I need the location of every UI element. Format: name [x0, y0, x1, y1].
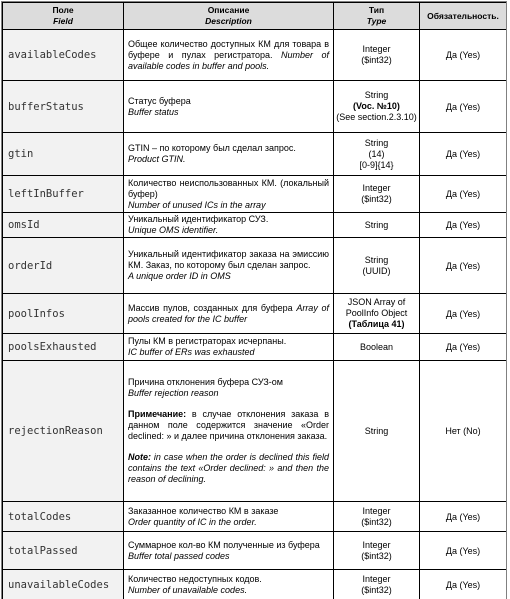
note-en: [128, 452, 329, 485]
description-en: Number of unavailable codes.: [128, 584, 248, 595]
document-page: [1, 1, 507, 599]
field-required: Да (Yes): [420, 294, 507, 334]
description-en: A unique order ID in OMS: [128, 271, 231, 281]
description-ru: Заказанное количество КМ в заказе: [128, 505, 279, 516]
table-header-row: [3, 3, 507, 30]
table-row: [3, 213, 507, 238]
field-required: Да (Yes): [420, 81, 507, 133]
description-en: Buffer rejection reason: [128, 388, 219, 398]
table-row: [3, 361, 507, 502]
description-en: Buffer total passed codes: [128, 550, 230, 561]
field-required: Да (Yes): [420, 176, 507, 213]
field-name: totalCodes: [3, 502, 124, 532]
table-row: [3, 334, 507, 361]
table-row: [3, 502, 507, 532]
field-type: String: [334, 213, 420, 238]
description-en: Product GTIN.: [128, 154, 186, 164]
type-vocabulary: (Voc. №10): [353, 101, 400, 111]
header-desc-ru: Описание: [207, 5, 250, 15]
table-row: [3, 81, 507, 133]
field-description: [124, 334, 334, 361]
field-required: Да (Yes): [420, 133, 507, 176]
description-en: Unique OMS identifier.: [128, 225, 219, 235]
field-name: orderId: [3, 238, 124, 294]
field-required: Нет (No): [420, 361, 507, 502]
type-name: String: [364, 90, 389, 100]
header-type: [334, 3, 420, 30]
field-description: [124, 361, 334, 502]
table-row: [3, 133, 507, 176]
field-description: [124, 502, 334, 532]
type-reference: (Таблица 41): [348, 319, 405, 329]
description-ru: Уникальный идентификатор СУЗ.: [128, 214, 269, 224]
field-name: omsId: [3, 213, 124, 238]
description-ru: Пулы КМ в регистраторах исчерпаны.: [128, 336, 287, 346]
description-ru: GTIN – по которому был сделал запрос.: [128, 143, 296, 153]
description-en: Number of unused ICs in the array: [128, 199, 266, 210]
field-name: rejectionReason: [3, 361, 124, 502]
description-ru: Причина отклонения буфера СУЗ-ом: [128, 377, 283, 387]
field-name: leftInBuffer: [3, 176, 124, 213]
type-name: JSON Array of PoolInfo Object: [345, 297, 408, 318]
field-description: [124, 176, 334, 213]
field-type: [334, 502, 420, 532]
field-required: Да (Yes): [420, 30, 507, 81]
field-required: Да (Yes): [420, 570, 507, 599]
field-type: [334, 294, 420, 334]
field-description: [124, 294, 334, 334]
header-desc-en: Description: [205, 16, 252, 26]
type-format: ($int32): [361, 55, 392, 65]
header-required: [420, 3, 507, 30]
field-type: String: [334, 361, 420, 502]
field-description: [124, 238, 334, 294]
field-type: Boolean: [334, 334, 420, 361]
table-row: [3, 30, 507, 81]
description-en: IC buffer of ERs was exhausted: [128, 347, 255, 357]
type-format: (UUID): [362, 265, 391, 276]
type-length: (14): [368, 148, 385, 159]
description-en: Number of available codes in buffer and pools.: [128, 49, 329, 71]
field-name: poolsExhausted: [3, 334, 124, 361]
note-label-ru: Примечание:: [128, 409, 187, 419]
table-row: [3, 570, 507, 599]
field-type: [334, 238, 420, 294]
field-name: gtin: [3, 133, 124, 176]
type-name: Integer: [362, 539, 391, 550]
table-row: [3, 238, 507, 294]
note-text-en: in case when the order is declined this field contains the text «Order declined: » and then the reason of declining.: [128, 452, 329, 484]
field-type: [334, 532, 420, 570]
field-type: [334, 81, 420, 133]
table-row: [3, 176, 507, 213]
type-name: Integer: [362, 573, 391, 584]
description-ru: Суммарное кол-во КМ полученные из буфера: [128, 539, 320, 550]
field-required: Да (Yes): [420, 334, 507, 361]
type-name: Integer: [362, 183, 391, 193]
field-description: [124, 570, 334, 599]
header-field: [3, 3, 124, 30]
type-reference: (See section.2.3.10): [336, 112, 417, 122]
field-type: [334, 176, 420, 213]
header-required-label: Обязательность.: [427, 10, 499, 21]
type-format: ($int32): [361, 194, 392, 204]
header-type-en: Type: [366, 16, 387, 26]
type-name: Integer: [362, 44, 391, 54]
type-pattern: [0-9]{14}: [359, 159, 394, 170]
field-description: [124, 532, 334, 570]
field-description: [124, 30, 334, 81]
field-name: unavailableCodes: [3, 570, 124, 599]
field-description: [124, 81, 334, 133]
type-name: String: [364, 137, 389, 148]
field-required: Да (Yes): [420, 213, 507, 238]
field-name: poolInfos: [3, 294, 124, 334]
description-ru: Количество недоступных кодов.: [128, 573, 262, 584]
field-description: [124, 213, 334, 238]
description-en: Array of pools created for the IC buffer: [128, 302, 329, 324]
field-name: totalPassed: [3, 532, 124, 570]
description-en: Buffer status: [128, 106, 179, 117]
field-required: Да (Yes): [420, 238, 507, 294]
header-type-ru: Тип: [368, 5, 385, 15]
description-en: Order quantity of IC in the order.: [128, 516, 257, 527]
note-ru: [128, 409, 329, 442]
field-required: Да (Yes): [420, 502, 507, 532]
field-required: Да (Yes): [420, 532, 507, 570]
header-field-en: Field: [53, 16, 73, 26]
header-field-ru: Поле: [52, 5, 74, 15]
header-description: [124, 3, 334, 30]
type-format: ($int32): [361, 584, 392, 595]
field-name: bufferStatus: [3, 81, 124, 133]
note-label-en: Note:: [128, 452, 151, 462]
description-ru: Количество неиспользованных КМ. (локальный буфер): [128, 177, 329, 199]
description-ru: Статус буфера: [128, 95, 191, 106]
note-text-ru: в случае отклонения заказа в данном поле содержится значение «Order declined: » и далее причина отклонения заказа.: [128, 409, 329, 441]
field-type: [334, 133, 420, 176]
field-type: [334, 30, 420, 81]
description-ru: Уникальный идентификатор заказа на эмиссию КМ. Заказ, по которому был сделан запрос.: [128, 249, 329, 270]
field-description: [124, 133, 334, 176]
type-name: Integer: [362, 505, 391, 516]
type-name: String: [364, 254, 389, 265]
table-row: [3, 294, 507, 334]
field-name: availableCodes: [3, 30, 124, 81]
fields-table: [2, 2, 507, 599]
field-type: [334, 570, 420, 599]
type-format: ($int32): [361, 516, 392, 527]
description-ru: Общее количество доступных КМ для товара в буфере и пулах регистратора.: [128, 38, 329, 60]
table-row: [3, 532, 507, 570]
type-format: ($int32): [361, 550, 392, 561]
description-ru: Массив пулов, созданных для буфера: [128, 302, 293, 313]
